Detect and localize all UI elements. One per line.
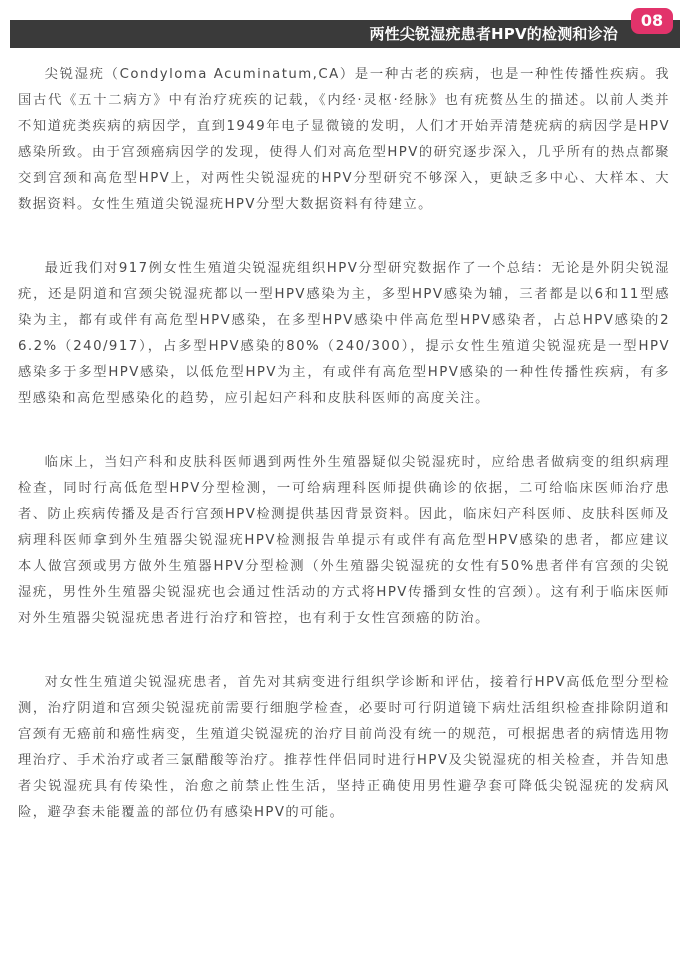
header-bar <box>10 20 680 48</box>
page-title: 两性尖锐湿疣患者HPV的检测和诊治 <box>369 25 618 43</box>
paragraph-2: 最近我们对917例女性生殖道尖锐湿疣组织HPV分型研究数据作了一个总结：无论是外阴尖锐湿疣，还是阴道和宫颈尖锐湿疣都以一型HPV感染为主，多型HPV感染为辅，三者都是以6和11型感染为主，都有或伴有高危型HPV感染，在多型HPV感染中伴高危型HPV感染者，占总HPV感染的26.2%（240/917），占多型HPV感染的80%（240/300），提示女性生殖道尖锐湿疣是一型HPV感染多于多型HPV感染，以低危型HPV为主，有或伴有高危型HPV感染的一种性传播性疾病，有多型感染和高危型感染化的趋势，应引起妇产科和皮肤科医师的高度关注。 <box>18 261 670 406</box>
article-body <box>18 62 670 826</box>
paragraph-3: 临床上，当妇产科和皮肤科医师遇到两性外生殖器疑似尖锐湿疣时，应给患者做病变的组织病理检查，同时行高低危型HPV分型检测，一可给病理科医师提供确诊的依据，二可给临床医师治疗患者、防止疾病传播及是否行宫颈HPV检测提供基因背景资料。因此，临床妇产科医师、皮肤科医师及病理科医师拿到外生殖器尖锐湿疣HPV检测报告单提示有或伴有高危型HPV感染的患者，都应建议本人做宫颈或男方做外生殖器HPV分型检测（外生殖器尖锐湿疣的女性有50%患者伴有宫颈的尖锐湿疣，男性外生殖器尖锐湿疣也会通过性活动的方式将HPV传播到女性的宫颈）。这有利于临床医师对外生殖器尖锐湿疣患者进行治疗和管控，也有利于女性宫颈癌的防治。 <box>18 455 670 626</box>
paragraph-1: 尖锐湿疣（Condyloma Acuminatum,CA）是一种古老的疾病，也是一种性传播性疾病。我国古代《五十二病方》中有治疗疣疾的记载，《内经·灵枢·经脉》也有疣赘丛生的描述。以前人类并不知道疣类疾病的病因学，直到1949年电子显微镜的发明，人们才开始弄清楚疣病的病因学是HPV感染所致。由于宫颈癌病因学的发现，使得人们对高危型HPV的研究逐步深入，几乎所有的热点都聚交到宫颈和高危型HPV上，对两性尖锐湿疣的HPV分型研究不够深入，更缺乏多中心、大样本、大数据资料。女性生殖道尖锐湿疣HPV分型大数据资料有待建立。 <box>18 67 670 212</box>
page-number-badge: 08 <box>631 8 673 34</box>
paragraph-4: 对女性生殖道尖锐湿疣患者，首先对其病变进行组织学诊断和评估，接着行HPV高低危型分型检测，治疗阴道和宫颈尖锐湿疣前需要行细胞学检查，必要时可行阴道镜下病灶活组织检查排除阴道和宫颈有无癌前和癌性病变，生殖道尖锐湿疣的治疗目前尚没有统一的规范，可根据患者的病情选用物理治疗、手术治疗或者三氯醋酸等治疗。推荐性伴侣同时进行HPV及尖锐湿疣的相关检查，并告知患者尖锐湿疣具有传染性，治愈之前禁止性生活，坚持正确使用男性避孕套可降低尖锐湿疣的发病风险，避孕套未能覆盖的部位仍有感染HPV的可能。 <box>18 675 670 820</box>
